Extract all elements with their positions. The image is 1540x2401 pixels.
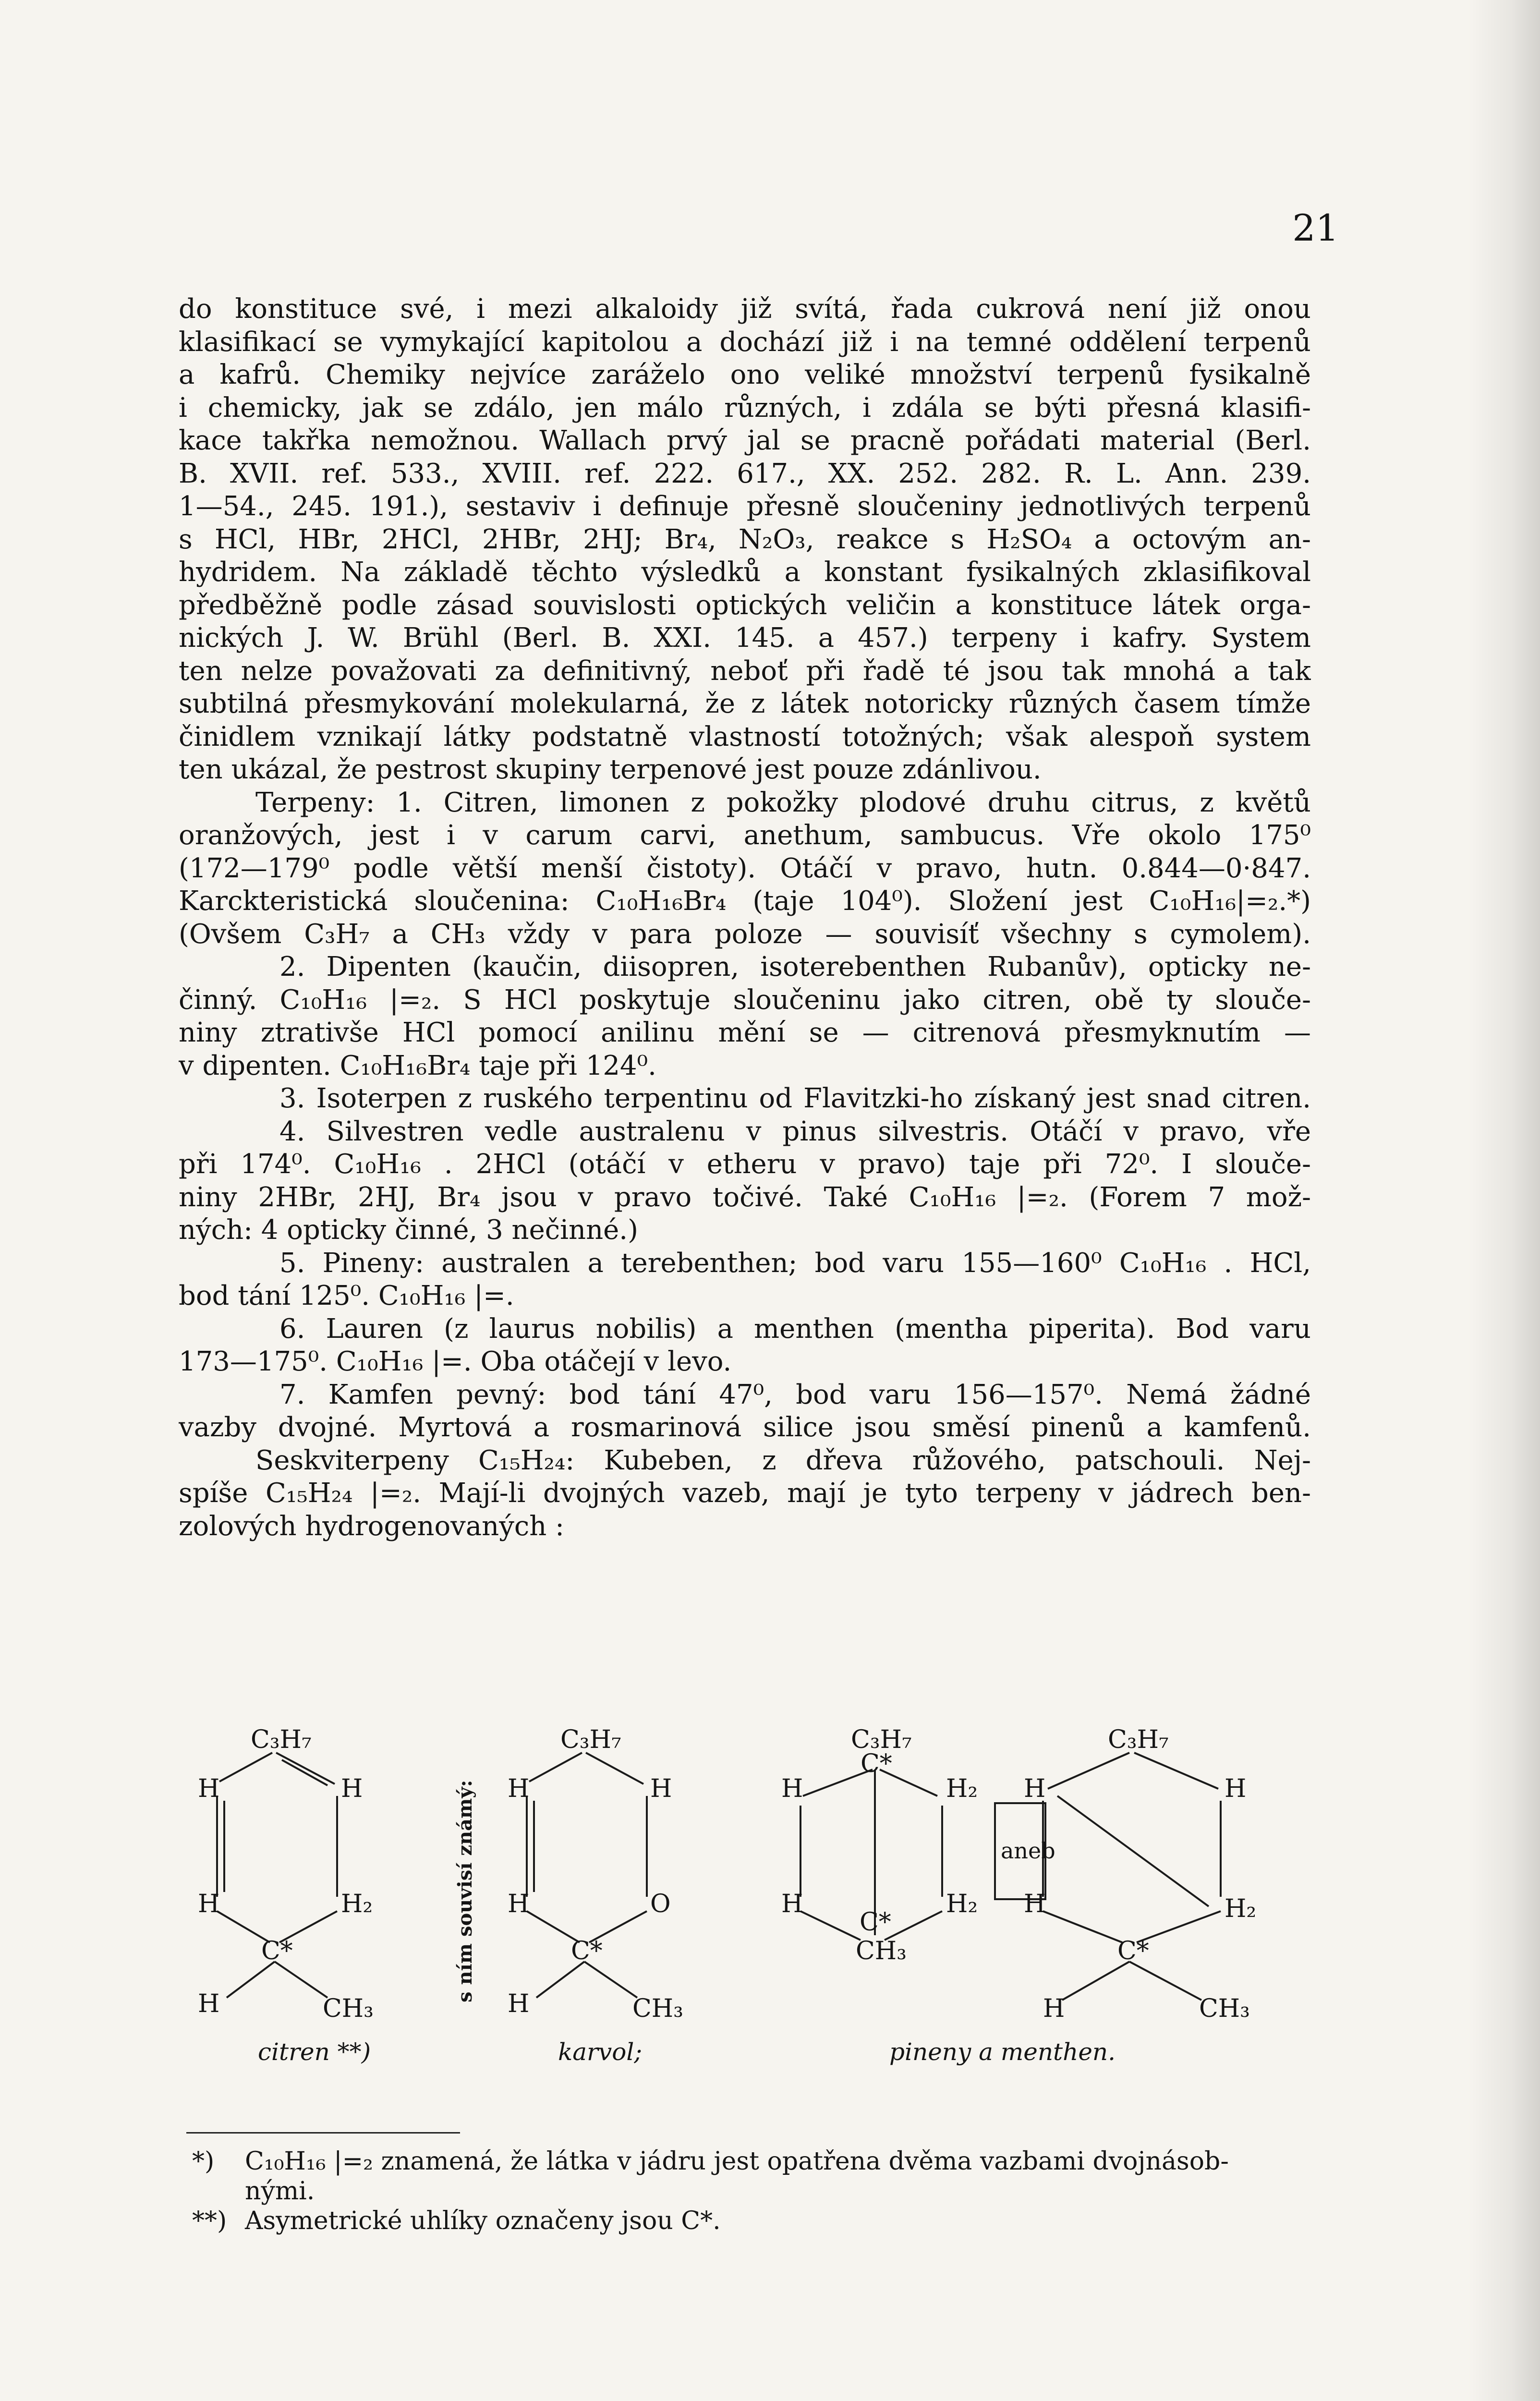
footnote-mark: **) bbox=[192, 2207, 227, 2235]
caption-karvol: karvol; bbox=[558, 2038, 643, 2066]
text-line: činidlem vznikají látky podstatně vlastností totožných; však alespoň system bbox=[179, 721, 1311, 752]
text-line: 2. Dipenten (kaučin, diisopren, isoterebenthen Rubanův), opticky ne- bbox=[279, 951, 1311, 982]
atom-label: H bbox=[198, 1890, 220, 1918]
structural-formulas bbox=[179, 1686, 1312, 2146]
body-text bbox=[179, 293, 1311, 1543]
text-line: i chemicky, jak se zdálo, jen málo různých, i zdála se býti přesná klasifi- bbox=[179, 392, 1311, 424]
text-line: 4. Silvestren vedle australenu v pinus silvestris. Otáčí v pravo, vře bbox=[279, 1116, 1311, 1147]
atom-label: aneb bbox=[1001, 1838, 1055, 1864]
text-line: oranžových, jest i v carum carvi, anethum, sambucus. Vře okolo 175⁰ bbox=[179, 820, 1311, 851]
atom-label: C₃H₇ bbox=[1108, 1725, 1169, 1754]
atom-label: H bbox=[198, 1774, 220, 1803]
text-line: nických J. W. Brühl (Berl. B. XXI. 145. a 457.) terpeny i kafry. System bbox=[179, 622, 1311, 654]
caption-citren: citren **) bbox=[258, 2038, 371, 2066]
text-line: 6. Lauren (z laurus nobilis) a menthen (mentha piperita). Bod varu bbox=[279, 1313, 1311, 1345]
text-line: 3. Isoterpen z ruského terpentinu od Flavitzki-ho získaný jest snad citren. bbox=[279, 1083, 1311, 1114]
page-number: 21 bbox=[1292, 206, 1339, 249]
text-line: niny 2HBr, 2HJ, Br₄ jsou v pravo točivé. Také C₁₀H₁₆ |=₂. (Forem 7 mož- bbox=[179, 1181, 1311, 1213]
text-line: Karckteristická sloučenina: C₁₀H₁₆Br₄ (taje 104⁰). Složení jest C₁₀H₁₆|=₂.*) bbox=[179, 885, 1311, 917]
atom-label: H₂ bbox=[1225, 1894, 1257, 1923]
text-line: ten ukázal, že pestrost skupiny terpenové jest pouze zdánlivou. bbox=[179, 754, 1042, 785]
atom-label: H bbox=[508, 1774, 530, 1803]
atom-label: H bbox=[341, 1774, 363, 1803]
text-line: klasifikací se vymykající kapitolou a dochází již i na temné oddělení terpenů bbox=[179, 326, 1311, 358]
footnote bbox=[192, 2176, 1311, 2206]
atom-label: C* bbox=[861, 1749, 892, 1778]
atom-label: CH₃ bbox=[632, 1994, 683, 2023]
footnote-mark: *) bbox=[192, 2147, 215, 2176]
text-line: kace takřka nemožnou. Wallach prvý jal se pracně pořádati material (Berl. bbox=[179, 425, 1311, 456]
text-line: v dipenten. C₁₀H₁₆Br₄ taje při 124⁰. bbox=[179, 1050, 656, 1081]
atom-label: H bbox=[198, 1989, 220, 2018]
atom-label: H bbox=[508, 1890, 530, 1918]
atom-label: C₃H₇ bbox=[851, 1725, 912, 1754]
footnote bbox=[192, 2206, 1311, 2236]
atom-label: O bbox=[650, 1890, 671, 1918]
text-line: B. XVII. ref. 533., XVIII. ref. 222. 617., XX. 252. 282. R. L. Ann. 239. bbox=[179, 458, 1311, 489]
text-line: 173—175⁰. C₁₀H₁₆ |=. Oba otáčejí v levo. bbox=[179, 1346, 732, 1377]
atom-label: H bbox=[781, 1890, 803, 1918]
text-line: 1—54., 245. 191.), sestaviv i definuje přesně sloučeniny jednotlivých terpenů bbox=[179, 491, 1311, 522]
text-line: spíše C₁₅H₂₄ |=₂. Mají-li dvojných vazeb, mají je tyto terpeny v jádrech ben- bbox=[179, 1478, 1311, 1509]
page-edge-shadow bbox=[1468, 0, 1540, 2401]
atom-label: CH₃ bbox=[1199, 1994, 1250, 2023]
text-line: niny ztrativše HCl pomocí anilinu mění se — citrenová přesmyknutím — bbox=[179, 1017, 1311, 1048]
text-line: a kafrů. Chemiky nejvíce zaráželo ono veliké množství terpenů fysikalně bbox=[179, 359, 1311, 390]
text-line: zolových hydrogenovaných : bbox=[179, 1510, 564, 1542]
text-line: subtilná přesmykování molekularná, že z látek notoricky různých časem tímže bbox=[179, 688, 1311, 719]
atom-label: H bbox=[650, 1774, 672, 1803]
formula-drawing bbox=[179, 1686, 1312, 2127]
text-line: bod tání 125⁰. C₁₀H₁₆ |=. bbox=[179, 1280, 514, 1311]
footnote-text: nými. bbox=[245, 2177, 315, 2206]
text-line: (Ovšem C₃H₇ a CH₃ vždy v para poloze — souvisíť všechny s cymolem). bbox=[179, 918, 1311, 950]
text-line: ných: 4 opticky činné, 3 nečinné.) bbox=[179, 1214, 638, 1246]
atom-label: H bbox=[508, 1989, 530, 2018]
atom-label: H₂ bbox=[341, 1890, 373, 1918]
atom-label: H bbox=[1024, 1890, 1046, 1918]
bond-lines bbox=[217, 1753, 1221, 2000]
atom-label: H bbox=[1024, 1774, 1046, 1803]
atom-label: CH₃ bbox=[856, 1937, 907, 1965]
text-line: Seskviterpeny C₁₅H₂₄: Kubeben, z dřeva růžového, patschouli. Nej- bbox=[255, 1444, 1311, 1476]
atom-label: H bbox=[781, 1774, 803, 1803]
atom-label: H bbox=[1043, 1994, 1065, 2023]
text-line: 5. Pineny: australen a terebenthen; bod varu 155—160⁰ C₁₀H₁₆ . HCl, bbox=[279, 1247, 1311, 1279]
structure-captions bbox=[258, 2038, 1116, 2066]
footnotes bbox=[192, 2146, 1311, 2236]
atom-label: H bbox=[1225, 1774, 1247, 1803]
atom-label: CH₃ bbox=[323, 1994, 374, 2023]
side-note: s ním souvisí známý: bbox=[454, 1780, 476, 2002]
atom-label: C* bbox=[571, 1937, 603, 1965]
footnote-text: C₁₀H₁₆ |=₂ znamená, že látka v jádru jest opatřena dvěma vazbami dvojnásob- bbox=[245, 2147, 1229, 2176]
footnote-rule bbox=[186, 2132, 460, 2134]
atom-label: C₃H₇ bbox=[251, 1725, 312, 1754]
footnote-text: Asymetrické uhlíky označeny jsou C*. bbox=[245, 2207, 721, 2235]
text-line: ten nelze považovati za definitivný, neboť při řadě té jsou tak mnohá a tak bbox=[179, 655, 1311, 687]
atom-label: C* bbox=[860, 1908, 891, 1937]
text-line: s HCl, HBr, 2HCl, 2HBr, 2HJ; Br₄, N₂O₃, reakce s H₂SO₄ a octovým an- bbox=[179, 523, 1311, 555]
atom-label: H₂ bbox=[946, 1890, 978, 1918]
text-line: do konstituce své, i mezi alkaloidy již svítá, řada cukrová není již onou bbox=[179, 293, 1311, 325]
atom-label: C₃H₇ bbox=[560, 1725, 621, 1754]
atom-labels bbox=[198, 1725, 1256, 2023]
text-line: činný. C₁₀H₁₆ |=₂. S HCl poskytuje sloučeninu jako citren, obě ty slouče- bbox=[179, 984, 1311, 1016]
atom-label: H₂ bbox=[946, 1774, 978, 1803]
text-line: při 174⁰. C₁₀H₁₆ . 2HCl (otáčí v etheru v pravo) taje při 72⁰. I slouče- bbox=[179, 1149, 1311, 1180]
caption-pineny: pineny a menthen. bbox=[889, 2038, 1116, 2066]
atom-label: C* bbox=[261, 1937, 293, 1965]
footnote bbox=[192, 2146, 1311, 2176]
text-line: vazby dvojné. Myrtová a rosmarinová silice jsou směsí pinenů a kamfenů. bbox=[179, 1412, 1311, 1443]
text-line: předběžně podle zásad souvislosti optických veličin a konstituce látek orga- bbox=[179, 589, 1311, 621]
text-line: (172—179⁰ podle větší menší čistoty). Otáčí v pravo, hutn. 0.844—0·847. bbox=[179, 852, 1311, 884]
text-line: 7. Kamfen pevný: bod tání 47⁰, bod varu 156—157⁰. Nemá žádné bbox=[279, 1379, 1311, 1410]
atom-label: C* bbox=[1117, 1937, 1149, 1965]
text-line: hydridem. Na základě těchto výsledků a konstant fysikalných zklasifikoval bbox=[179, 557, 1311, 588]
text-line: Terpeny: 1. Citren, limonen z pokožky plodové druhu citrus, z květů bbox=[255, 787, 1311, 818]
